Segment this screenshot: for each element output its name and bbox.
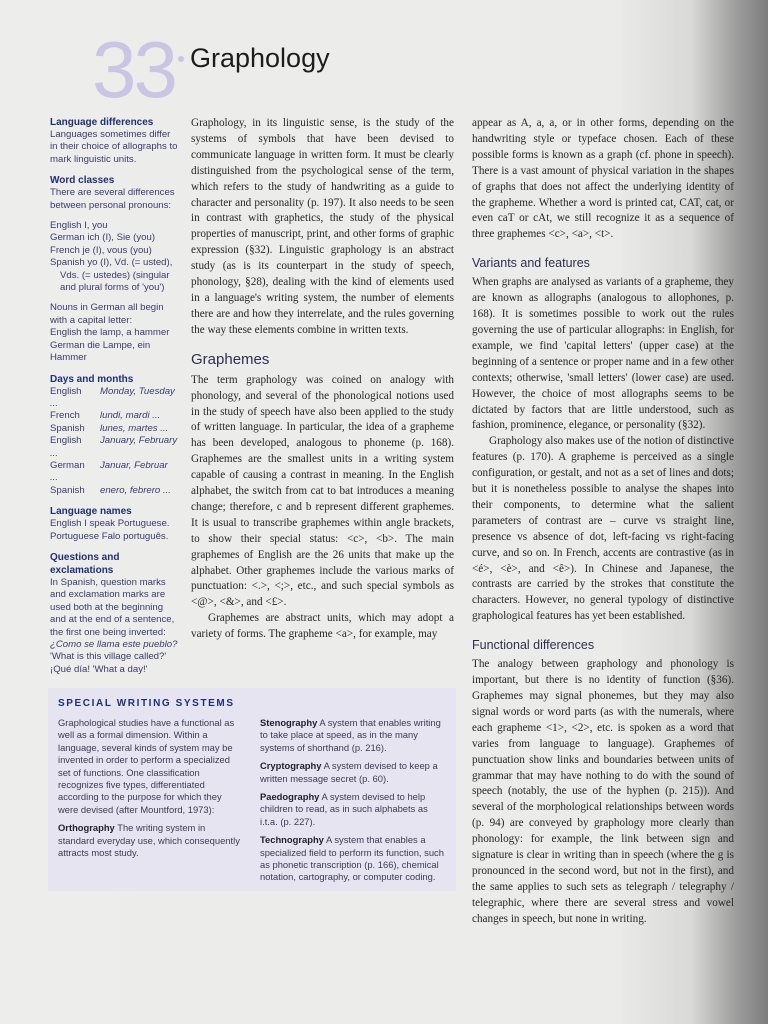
language-name: English bbox=[50, 385, 82, 397]
special-writing-systems-box bbox=[48, 688, 456, 891]
list-item bbox=[50, 485, 178, 497]
list-item: ¿Como se llama este pueblo? bbox=[50, 639, 178, 650]
list-item: and plural forms of 'you') bbox=[60, 282, 165, 294]
list-item bbox=[50, 410, 178, 422]
sidebar-heading-word-classes: Word classes bbox=[50, 175, 115, 187]
term: Orthography bbox=[58, 822, 115, 834]
sidebar-text: Languages sometimes differ in their choice of allographs to mark linguistic units. bbox=[50, 129, 178, 165]
term: Paedography bbox=[260, 791, 320, 803]
sidebar-heading-language-names: Language names bbox=[50, 506, 132, 518]
body-column-2 bbox=[472, 116, 734, 928]
title-bullet bbox=[178, 56, 184, 62]
section-heading-functional: Functional differences bbox=[472, 638, 595, 653]
list-item: French je (I), vous (you) bbox=[50, 244, 152, 256]
language-names-list bbox=[50, 518, 178, 543]
sidebar-heading-days-months: Days and months bbox=[50, 373, 134, 385]
paragraph: appear as A, a, a, or in other forms, depending on the handwriting style or typeface chosen. Each of these possible forms is known as a graph (cf. phone in speech). There is a vast amount of physical variation in the shapes of graphs that does not affect the underlying identity of the grapheme. Whether a word is printed cat, CAT, cat, or even caT or cAt, we still recognize it as a sequence of three graphemes <c>, <a>, <t>. bbox=[472, 117, 734, 241]
language-name: German bbox=[50, 459, 85, 471]
box-column-right bbox=[260, 717, 446, 890]
box-entry-orthography bbox=[58, 822, 244, 859]
example-text: January, February ... bbox=[50, 435, 178, 459]
paragraph: Graphemes are abstract units, which may adopt a variety of forms. The grapheme <a>, for example, may bbox=[191, 612, 454, 641]
list-item bbox=[50, 435, 178, 460]
sidebar-text: In Spanish, question marks and exclamation marks are used both at the beginning and at the end of a sentence, the first one being inverted: bbox=[50, 576, 175, 638]
definition: A system devised to help children to read, as in such alphabets as i.t.a. (p. 227). bbox=[260, 791, 428, 827]
language-name: French bbox=[50, 410, 80, 422]
list-item: 'What is this village called?' bbox=[50, 651, 167, 663]
list-item: English the lamp, a hammer bbox=[50, 327, 170, 339]
definition: A system that enables a specialized field to perform its function, such as phonetic transcription (p. 166), chemical notation, cartography, or computer coding. bbox=[260, 834, 444, 883]
body-column-1 bbox=[191, 116, 454, 643]
section-heading-variants: Variants and features bbox=[472, 256, 590, 271]
box-entry-stenography bbox=[260, 717, 446, 754]
language-name: Spanish bbox=[50, 484, 85, 496]
example-text: lundi, mardi ... bbox=[100, 410, 161, 422]
pronoun-list bbox=[50, 220, 178, 294]
list-item bbox=[50, 423, 178, 435]
questions-examples bbox=[50, 639, 178, 676]
definition: The writing system in standard everyday use, which consequently attracts most study. bbox=[58, 822, 240, 859]
term: Stenography bbox=[260, 717, 318, 728]
box-entry-technography bbox=[260, 834, 446, 884]
example-text: Januar, Februar ... bbox=[50, 459, 168, 484]
list-item: Spanish yo (I), Vd. (= usted), bbox=[50, 257, 173, 269]
list-item: German die Lampe, ein bbox=[50, 339, 151, 351]
definition: A system devised to keep a written message secret (p. 60). bbox=[260, 760, 438, 784]
term: Cryptography bbox=[260, 760, 322, 772]
sidebar-heading-language-differences: Language differences bbox=[50, 117, 154, 128]
example-text: Monday, Tuesday ... bbox=[50, 385, 175, 409]
list-item: English I, you bbox=[50, 220, 108, 232]
box-intro: Graphological studies have a functional as well as a formal dimension. Within a language, several kinds of system may be invented in order to perform a specialized set of functions. One classification recognizes five types, differentiated according to the purpose for which they were devised (after Mountford, 1973): bbox=[58, 717, 235, 815]
sidebar-text: There are several differences between personal pronouns: bbox=[50, 187, 175, 211]
noun-examples bbox=[50, 327, 178, 364]
box-entry-cryptography bbox=[260, 760, 446, 785]
definition: A system that enables writing to take place at speed, as in the many systems of shorthand (p. 216). bbox=[260, 717, 441, 753]
list-item bbox=[50, 460, 178, 485]
list-item: Hammer bbox=[50, 352, 87, 364]
paragraph: Graphology also makes use of the notion of distinctive features (p. 170). A grapheme is perceived as a single configuration, or gestalt, and not as a set of lines and dots; but it is nonetheless possible to analyse the shapes into their components, to determine what the salient parameters of contrast are – curve vs straight line, presence vs absence of dot, left-facing vs right-facing curve, and so on. In French, accents are contrastive (as in <é>, <è>, and <ê>). In Chinese and Japanese, the contrasts are carried by the strokes that constitute the characters. However, no general typology of distinctive graphological features has yet been established. bbox=[472, 435, 734, 623]
sidebar-text: Nouns in German all begin with a capital letter: bbox=[50, 302, 164, 326]
days-list bbox=[50, 386, 178, 498]
paragraph: When graphs are analysed as variants of a grapheme, they are known as allographs (analogous to allophones, p. 168). It is sometimes possible to work out the rules governing the use of particular allographs: in English, for example, we find 'capital letters' (upper case) at the beginning of a sentence or proper name and in a few other contexts; otherwise, 'small letters' (lower case) are used. However, the choice of most allographs seems to be dictated by factors that are little understood, such as fashion, prominence, elegance, or personality (§32). bbox=[472, 276, 734, 432]
chapter-number: 33 bbox=[92, 25, 175, 114]
list-item: Vds. (= ustedes) (singular bbox=[60, 269, 170, 281]
section-heading-graphemes: Graphemes bbox=[191, 350, 270, 368]
language-name: Spanish bbox=[50, 422, 85, 434]
language-name: English bbox=[50, 435, 82, 447]
paragraph: The term graphology was coined on analogy with phonology, and several of the phonological notions used in the study of speech have also been applied to the study of written language. In particular, the idea of a grapheme has been developed, analogous to phoneme (p. 168). Graphemes are the smallest units in a writing system capable of causing a contrast in meaning. In the English alphabet, the switch from cat to bat introduces a meaning change; therefore, c and b represent different graphemes. It is usual to transcribe graphemes within angle brackets, to show their special status: <c>, <b>. The main graphemes of English are the 26 units that make up the alphabet. Other graphemes include the various marks of punctuation: <.>, <;>, etc., and such special symbols as <@>, <&>, and <£>. bbox=[191, 373, 454, 609]
list-item bbox=[50, 386, 178, 411]
paragraph: Graphology, in its linguistic sense, is the study of the systems of symbols that have been devised to communicate language in written form. It must be clearly distinguished from the psychological sense of the term, which refers to the study of handwriting as a guide to character and personality (p. 197). It also needs to be seen in contrast with graphetics, the study of the physical properties of manuscript, print, and other forms of graphic expression (§32). Linguistic graphology is an abstract study (as is its counterpart in the study of speech, phonology, §28), dealing with the kind of elements used in a language's writing system, the number of elements there are and how they interrelate, and the rules governing the way these elements combine in written texts. bbox=[191, 117, 454, 336]
box-column-left bbox=[58, 717, 244, 890]
box-title: SPECIAL WRITING SYSTEMS bbox=[58, 698, 235, 709]
list-item: German ich (I), Sie (you) bbox=[50, 232, 156, 244]
example-text: lunes, martes ... bbox=[100, 422, 169, 434]
list-item: ¡Qué día! 'What a day!' bbox=[50, 663, 148, 675]
list-item: English I speak Portuguese. bbox=[50, 518, 170, 530]
term: Technography bbox=[260, 834, 324, 846]
list-item: Portuguese Falo português. bbox=[50, 530, 169, 542]
example-text: enero, febrero ... bbox=[100, 484, 171, 496]
box-entry-paedography bbox=[260, 791, 446, 828]
paragraph: The analogy between graphology and phonology is important, but there is no identity of function (§36). Graphemes may signal phonemes, but they may also signal words or word parts (as with the numerals, where each grapheme <1>, <2>, etc. is spoken as a word that varies from language to language). Graphemes of punctuation show links and boundaries between units of grammar that may have nothing to do with the sound of speech (notably, the use of the hyphen (p. 215)). And several of the morphological relationships between words (p. 94) are conveyed by graphology more clearly than phonology: for example, the link between sign and signature is clear in writing than in speech (where the g is pronounced in the second word, but not in the first), and the same applies to such sets as telegraph / telegraphy / telegraphic, where there are several stress and vowel changes in speech, but none in writing. bbox=[472, 658, 734, 925]
margin-sidebar bbox=[50, 116, 178, 684]
chapter-title: Graphology bbox=[190, 43, 330, 73]
sidebar-heading-questions: Questions and exclamations bbox=[50, 551, 120, 576]
